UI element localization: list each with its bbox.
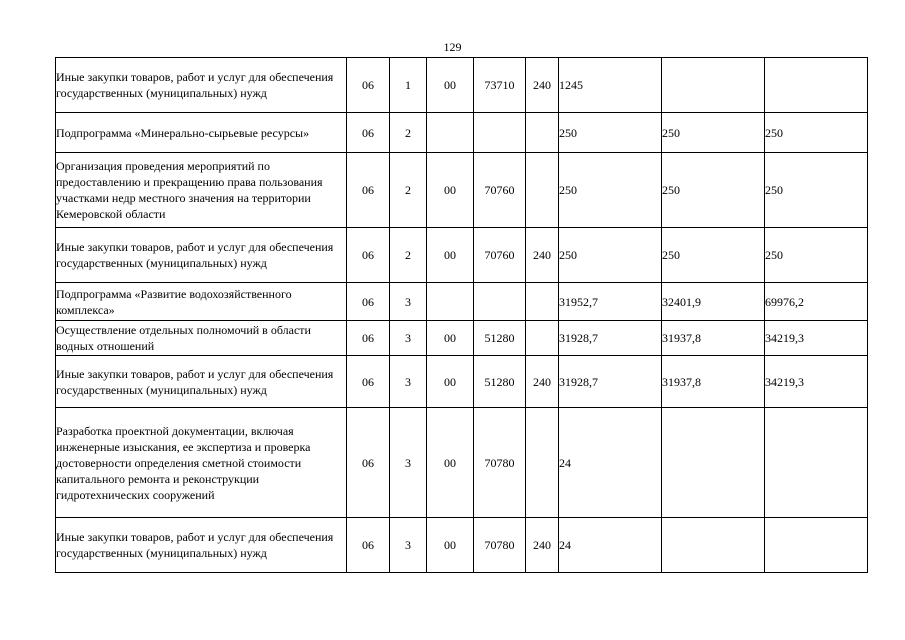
table-row <box>56 321 868 356</box>
amount-year1-cell: 31952,7 <box>559 283 662 321</box>
subprogram-code-cell: 00 <box>427 518 474 573</box>
expense-type-cell <box>526 113 559 153</box>
section-code-cell: 06 <box>347 228 390 283</box>
amount-year3-cell: 250 <box>765 113 868 153</box>
section-code-cell: 06 <box>347 153 390 228</box>
expense-type-cell <box>526 283 559 321</box>
table-row <box>56 283 868 321</box>
row-name-cell: Разработка проектной документации, включая инженерные изыскания, ее экспертиза и проверка достоверности определения сметной стоимости капитального ремонта и реконструкции гидротехнических сооружений <box>56 408 347 518</box>
expense-type-cell: 240 <box>526 58 559 113</box>
amount-year3-cell <box>765 58 868 113</box>
section-code-cell: 06 <box>347 113 390 153</box>
section-code-cell: 06 <box>347 356 390 408</box>
row-name-cell: Иные закупки товаров, работ и услуг для обеспечения государственных (муниципальных) нужд <box>56 58 347 113</box>
program-code-cell: 3 <box>390 518 427 573</box>
subprogram-code-cell: 00 <box>427 58 474 113</box>
table-row <box>56 518 868 573</box>
direction-code-cell <box>474 283 526 321</box>
expense-type-cell: 240 <box>526 228 559 283</box>
expense-type-cell <box>526 408 559 518</box>
section-code-cell: 06 <box>347 518 390 573</box>
direction-code-cell: 51280 <box>474 321 526 356</box>
subprogram-code-cell: 00 <box>427 228 474 283</box>
expense-type-cell: 240 <box>526 356 559 408</box>
expense-type-cell <box>526 153 559 228</box>
subprogram-code-cell: 00 <box>427 321 474 356</box>
program-code-cell: 3 <box>390 283 427 321</box>
direction-code-cell: 70760 <box>474 153 526 228</box>
subprogram-code-cell <box>427 113 474 153</box>
amount-year3-cell: 34219,3 <box>765 321 868 356</box>
row-name-cell: Иные закупки товаров, работ и услуг для обеспечения государственных (муниципальных) нужд <box>56 518 347 573</box>
amount-year1-cell: 250 <box>559 113 662 153</box>
table-row <box>56 153 868 228</box>
amount-year2-cell: 31937,8 <box>662 356 765 408</box>
section-code-cell: 06 <box>347 283 390 321</box>
program-code-cell: 3 <box>390 408 427 518</box>
section-code-cell: 06 <box>347 408 390 518</box>
amount-year2-cell: 32401,9 <box>662 283 765 321</box>
budget-table <box>55 57 868 573</box>
program-code-cell: 3 <box>390 321 427 356</box>
amount-year3-cell: 250 <box>765 153 868 228</box>
subprogram-code-cell: 00 <box>427 408 474 518</box>
table-row <box>56 58 868 113</box>
program-code-cell: 1 <box>390 58 427 113</box>
amount-year2-cell: 250 <box>662 113 765 153</box>
table-row <box>56 356 868 408</box>
table-row <box>56 113 868 153</box>
amount-year1-cell: 31928,7 <box>559 321 662 356</box>
amount-year1-cell: 31928,7 <box>559 356 662 408</box>
amount-year3-cell: 69976,2 <box>765 283 868 321</box>
expense-type-cell: 240 <box>526 518 559 573</box>
program-code-cell: 2 <box>390 153 427 228</box>
page-number: 129 <box>443 40 462 54</box>
section-code-cell: 06 <box>347 58 390 113</box>
amount-year3-cell <box>765 408 868 518</box>
table-row <box>56 408 868 518</box>
program-code-cell: 2 <box>390 228 427 283</box>
row-name-cell: Организация проведения мероприятий по предоставлению и прекращению права пользования участками недр местного значения на территории Кемеровской области <box>56 153 347 228</box>
row-name-cell: Подпрограмма «Развитие водохозяйственного комплекса» <box>56 283 347 321</box>
amount-year1-cell: 24 <box>559 518 662 573</box>
table-row <box>56 228 868 283</box>
section-code-cell: 06 <box>347 321 390 356</box>
row-name-cell: Осуществление отдельных полномочий в области водных отношений <box>56 321 347 356</box>
amount-year2-cell: 250 <box>662 153 765 228</box>
amount-year1-cell: 250 <box>559 228 662 283</box>
program-code-cell: 2 <box>390 113 427 153</box>
amount-year2-cell: 250 <box>662 228 765 283</box>
table-body <box>56 58 868 573</box>
direction-code-cell: 51280 <box>474 356 526 408</box>
direction-code-cell: 73710 <box>474 58 526 113</box>
amount-year2-cell: 31937,8 <box>662 321 765 356</box>
amount-year3-cell: 34219,3 <box>765 356 868 408</box>
direction-code-cell: 70760 <box>474 228 526 283</box>
amount-year2-cell <box>662 518 765 573</box>
direction-code-cell: 70780 <box>474 408 526 518</box>
row-name-cell: Иные закупки товаров, работ и услуг для обеспечения государственных (муниципальных) нужд <box>56 356 347 408</box>
direction-code-cell: 70780 <box>474 518 526 573</box>
amount-year2-cell <box>662 58 765 113</box>
subprogram-code-cell <box>427 283 474 321</box>
amount-year1-cell: 24 <box>559 408 662 518</box>
subprogram-code-cell: 00 <box>427 356 474 408</box>
amount-year3-cell <box>765 518 868 573</box>
row-name-cell: Подпрограмма «Минерально-сырьевые ресурсы» <box>56 113 347 153</box>
program-code-cell: 3 <box>390 356 427 408</box>
subprogram-code-cell: 00 <box>427 153 474 228</box>
expense-type-cell <box>526 321 559 356</box>
direction-code-cell <box>474 113 526 153</box>
amount-year1-cell: 250 <box>559 153 662 228</box>
amount-year3-cell: 250 <box>765 228 868 283</box>
amount-year2-cell <box>662 408 765 518</box>
row-name-cell: Иные закупки товаров, работ и услуг для обеспечения государственных (муниципальных) нужд <box>56 228 347 283</box>
amount-year1-cell: 1245 <box>559 58 662 113</box>
